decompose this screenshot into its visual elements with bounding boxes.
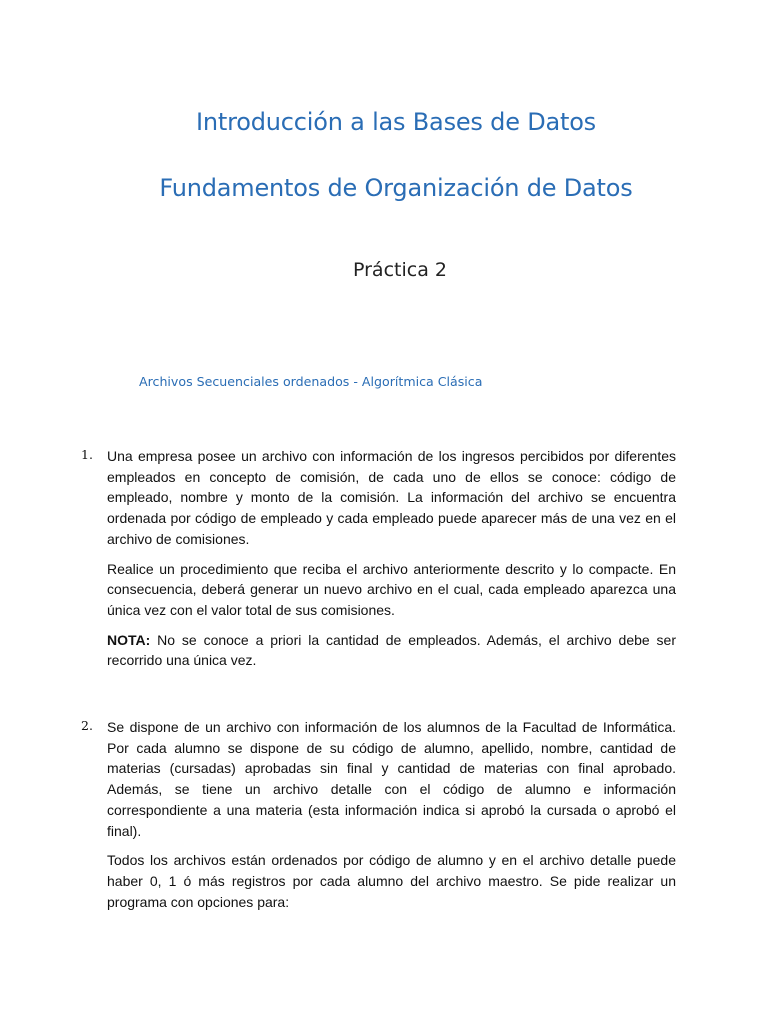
item-number: 2.	[81, 718, 93, 733]
item-paragraph: Realice un procedimiento que reciba el archivo anteriormente descrito y lo compacte. En consecuencia, deberá generar un nuevo archivo en el cual, cada empleado aparezca una única vez con el valor total de sus comisiones.	[107, 560, 676, 618]
item-paragraph: Una empresa posee un archivo con información de los ingresos percibidos por diferentes empleados en concepto de comisión, de cada uno de ellos se conoce: código de empleado, nombre y monto de la comisión. La información del archivo se encuentra ordenada por código de empleado y cada empleado puede aparecer más de una vez en el archivo de comisiones.	[107, 448, 676, 547]
course-title: Fundamentos de Organización de Datos	[159, 174, 633, 202]
note-paragraph	[107, 630, 676, 671]
item-body	[107, 446, 676, 680]
section-heading: Archivos Secuenciales ordenados - Algorítmica Clásica	[139, 374, 483, 389]
item-number: 1.	[81, 447, 93, 462]
practice-title: Práctica 2	[353, 259, 447, 281]
item-paragraph: Se dispone de un archivo con información de los alumnos de la Facultad de Informática. Por cada alumno se dispone de su código de alumno, apellido, nombre, cantidad de materias (cursadas) aprobadas sin final y cantidad de materias con final aprobado. Además, se tiene un archivo detalle con el código de alumno e información correspondiente a una materia (esta información indica si aprobó la cursada o aprobó el final).	[107, 719, 676, 839]
item-paragraph: Todos los archivos están ordenados por código de alumno y en el archivo detalle puede haber 0, 1 ó más registros por cada alumno del archivo maestro. Se pide realizar un programa con opciones para:	[107, 852, 676, 910]
note-label: NOTA:	[107, 631, 151, 648]
note-text: No se conoce a priori la cantidad de empleados. Además, el archivo debe ser recorrido una única vez.	[107, 631, 676, 669]
document-title: Introducción a las Bases de Datos	[196, 108, 596, 136]
item-body	[107, 717, 676, 921]
